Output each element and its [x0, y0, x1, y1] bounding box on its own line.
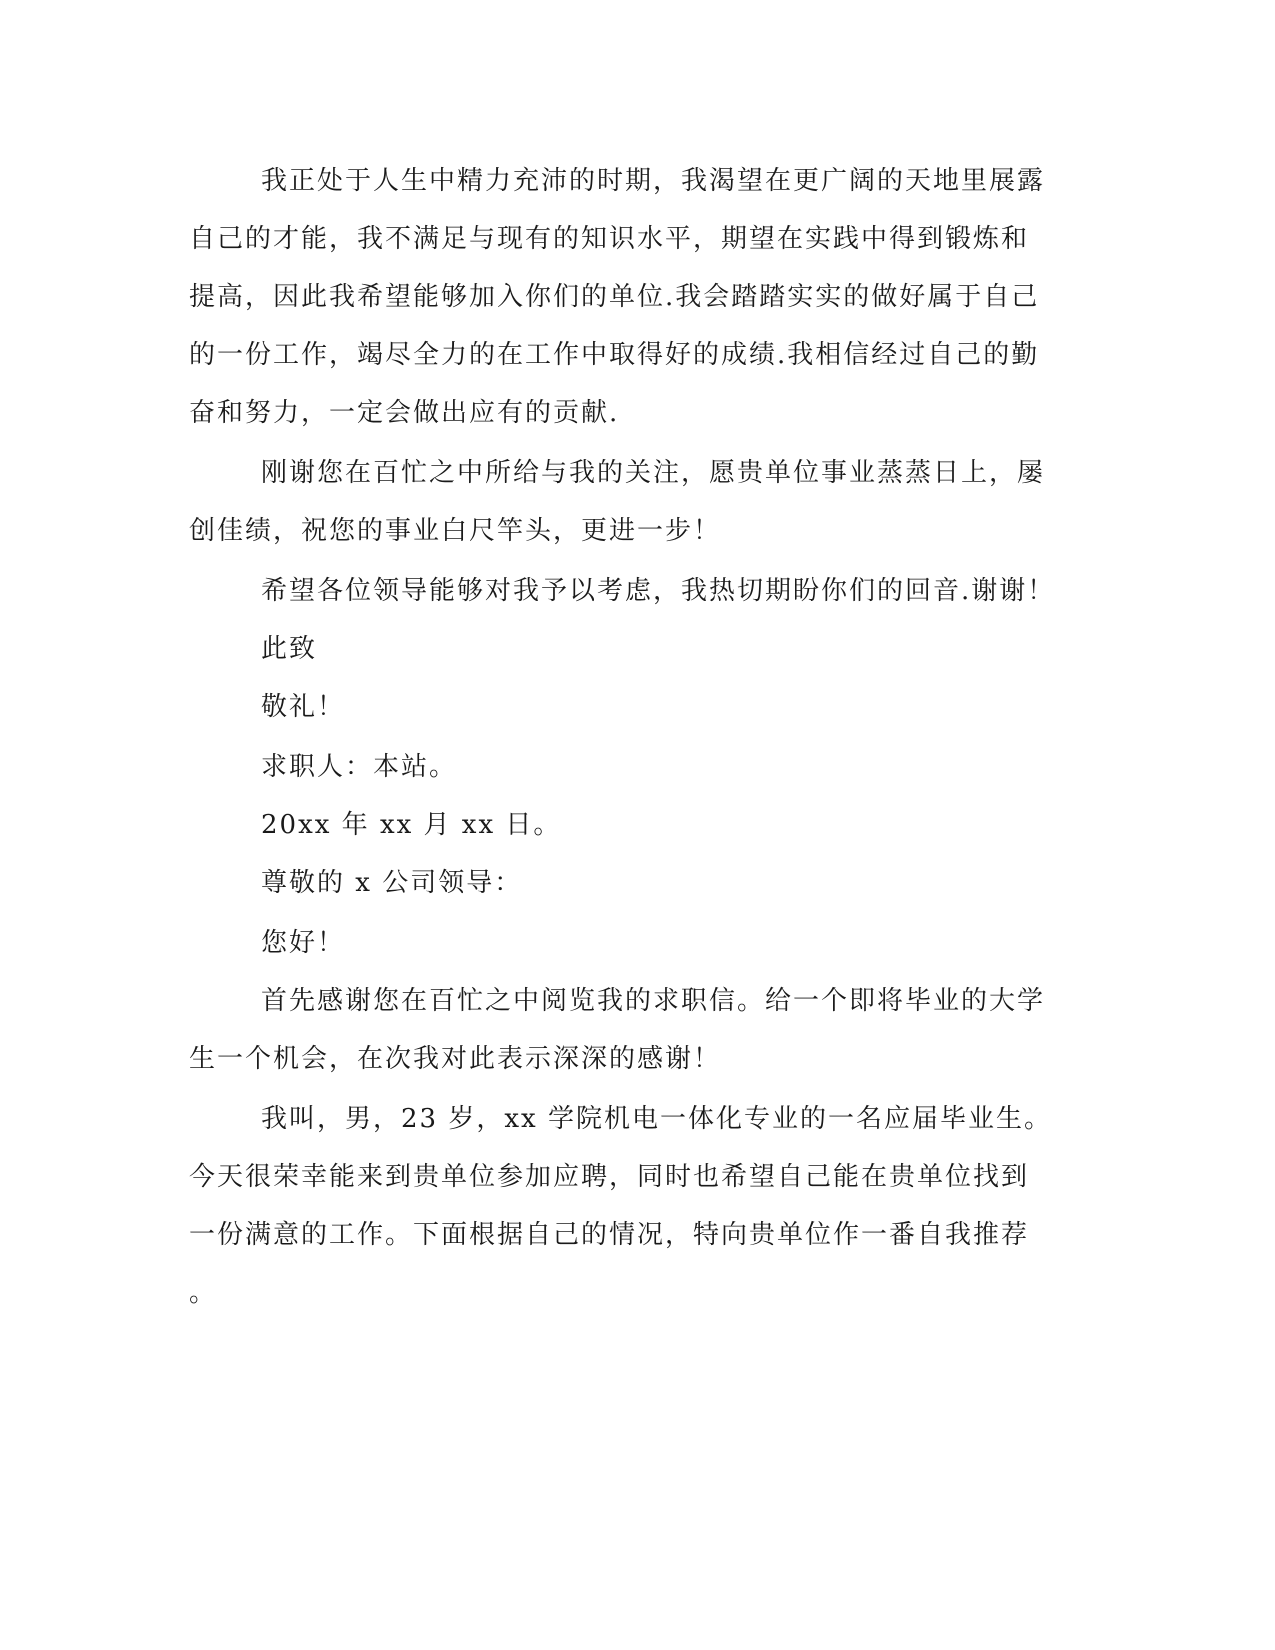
paragraph-line: 提高，因此我希望能够加入你们的单位.我会踏踏实实的做好属于自己 [189, 282, 1040, 312]
paragraph-line: 。 [189, 1278, 218, 1308]
paragraph-line: 的一份工作，竭尽全力的在工作中取得好的成绩.我相信经过自己的勤 [189, 340, 1040, 370]
paragraph-line: 生一个机会，在次我对此表示深深的感谢！ [189, 1044, 722, 1074]
paragraph-line: 创佳绩，祝您的事业白尺竿头，更进一步！ [189, 516, 722, 546]
greeting-line: 您好！ [261, 928, 346, 958]
date-line: 20xx 年 xx 月 xx 日。 [261, 810, 562, 840]
closing-line: 敬礼！ [261, 692, 346, 722]
paragraph-line: 刚谢您在百忙之中所给与我的关注，愿贵单位事业蒸蒸日上，屡 [261, 458, 1046, 488]
paragraph-line: 一份满意的工作。下面根据自己的情况，特向贵单位作一番自我推荐 [189, 1220, 1030, 1250]
paragraph-line: 我叫，男，23 岁，xx 学院机电一体化专业的一名应届毕业生。 [261, 1104, 1052, 1134]
signature-line: 求职人：本站。 [261, 752, 458, 782]
paragraph-line: 希望各位领导能够对我予以考虑，我热切期盼你们的回音.谢谢！ [261, 576, 1056, 606]
salutation-line: 尊敬的 x 公司领导： [261, 868, 523, 898]
paragraph-line: 首先感谢您在百忙之中阅览我的求职信。给一个即将毕业的大学 [261, 986, 1046, 1016]
closing-line: 此致 [261, 634, 318, 664]
paragraph-line: 今天很荣幸能来到贵单位参加应聘，同时也希望自己能在贵单位找到 [189, 1162, 1030, 1192]
paragraph-line: 我正处于人生中精力充沛的时期，我渴望在更广阔的天地里展露 [261, 166, 1046, 196]
paragraph-line: 自己的才能，我不满足与现有的知识水平，期望在实践中得到锻炼和 [189, 224, 1030, 254]
paragraph-line: 奋和努力，一定会做出应有的贡献. [189, 398, 620, 428]
